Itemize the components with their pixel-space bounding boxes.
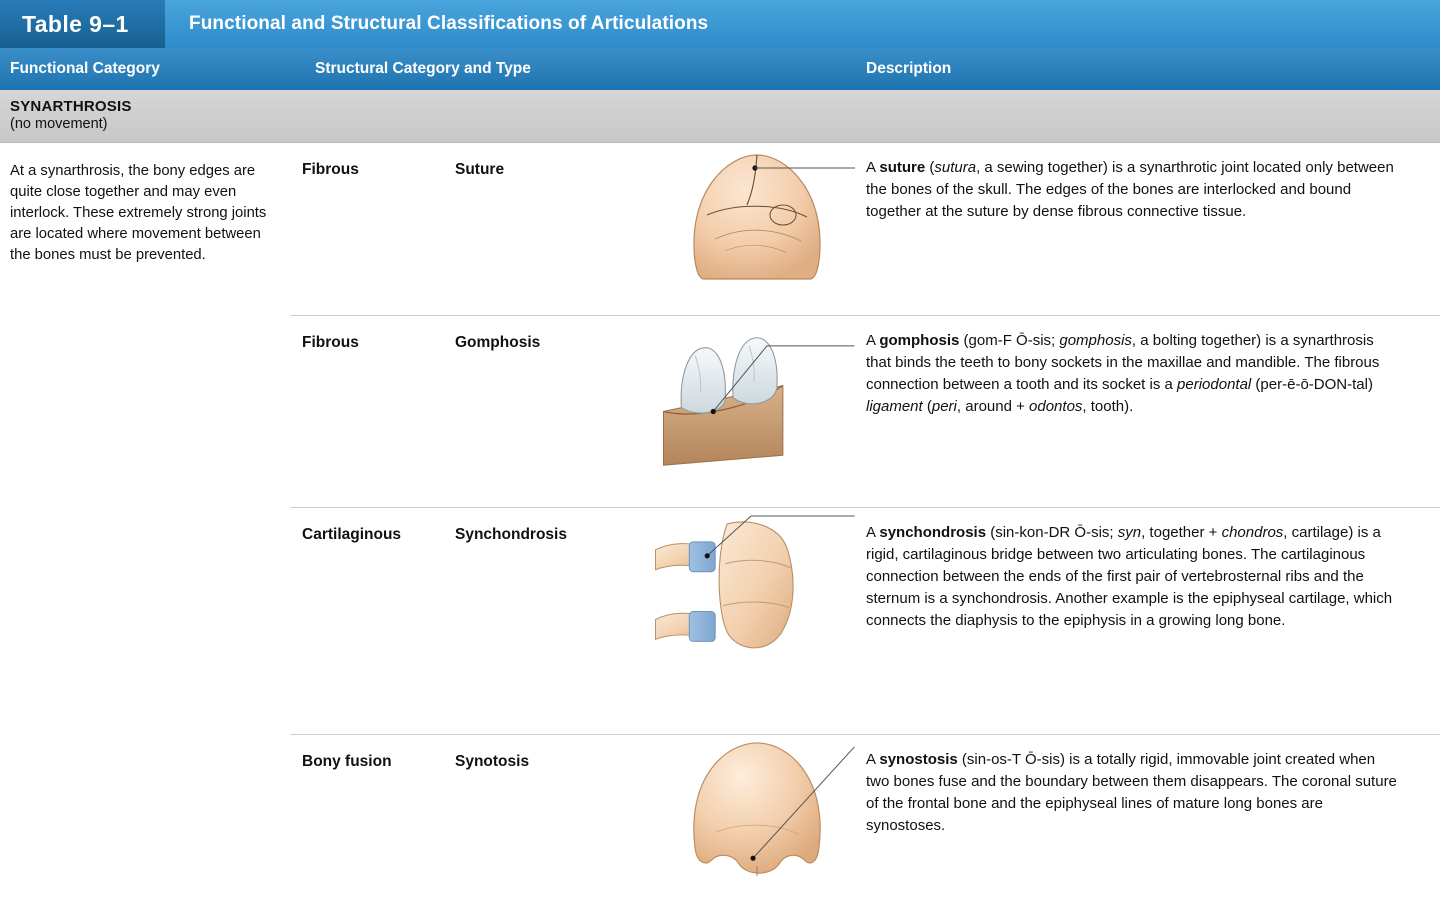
- table-row: [290, 143, 1440, 315]
- fused-skull-synostosis-icon: [655, 735, 860, 888]
- structural-category: Fibrous: [302, 161, 359, 178]
- structural-category: Fibrous: [302, 334, 359, 351]
- column-header-description: Description: [866, 60, 952, 77]
- functional-category-description: At a synarthrosis, the bony edges are quite close together and may even interlock. These extremely strong joints are located where movement between the bones must be prevented.: [10, 163, 267, 263]
- table-row: [290, 507, 1440, 734]
- skull-suture-icon: [655, 143, 860, 315]
- figure-cell: [655, 508, 860, 734]
- table-number: Table 9–1: [0, 0, 165, 48]
- table-title-bar: [0, 0, 1440, 48]
- column-header-structural: Structural Category and Type: [315, 60, 531, 77]
- figure-cell: [655, 316, 860, 507]
- functional-category-name: SYNARTHROSIS: [10, 98, 132, 115]
- structural-type: Suture: [455, 161, 505, 178]
- functional-category-band: [0, 90, 1440, 143]
- structural-category: Bony fusion: [302, 753, 392, 770]
- column-header-row: [0, 48, 1440, 90]
- structural-type: Gomphosis: [455, 334, 541, 351]
- functional-category-movement: (no movement): [10, 116, 108, 132]
- sternum-ribs-synchondrosis-icon: [655, 508, 860, 734]
- figure-cell: [655, 143, 860, 315]
- table-rows: [290, 143, 1440, 888]
- row-description: A suture (sutura, a sewing together) is a synarthrotic joint located only between the bones of the skull. The edges of the bones are interlocked and bound together at the suture by dense fibrous connective tissue.: [866, 159, 1394, 220]
- table-row: [290, 734, 1440, 888]
- table-row: [290, 315, 1440, 507]
- structural-type: Synchondrosis: [455, 526, 567, 543]
- table-body: [0, 143, 1440, 888]
- teeth-gomphosis-icon: [655, 316, 860, 507]
- row-description: A synostosis (sin-os-T Ō-sis) is a totally rigid, immovable joint created when two bones fuse and the boundary between them disappears. The coronal suture of the frontal bone and the epiphyseal lines of mature long bones are synostoses.: [866, 751, 1397, 834]
- row-description: A gomphosis (gom-F Ō-sis; gomphosis, a bolting together) is a synarthrosis that binds the teeth to bony sockets in the maxillae and mandible. The fibrous connection between a tooth and its socket is a periodontal (per-ē-ō-DON-tal) ligament (peri, around + odontos, tooth).: [866, 332, 1380, 415]
- row-description: A synchondrosis (sin-kon-DR Ō-sis; syn, together + chondros, cartilage) is a rigid, cartilaginous bridge between two articulating bones. The cartilaginous connection between the ends of the first pair of vertebrosternal ribs and the sternum is a synchondrosis. Another example is the epiphyseal cartilage, which connects the diaphysis to the epiphysis in a growing long bone.: [866, 524, 1393, 629]
- column-header-functional: Functional Category: [10, 60, 160, 77]
- structural-category: Cartilaginous: [302, 526, 402, 543]
- figure-cell: [655, 735, 860, 888]
- table-title: Functional and Structural Classifications of Articulations: [189, 13, 709, 34]
- structural-type: Synotosis: [455, 753, 530, 770]
